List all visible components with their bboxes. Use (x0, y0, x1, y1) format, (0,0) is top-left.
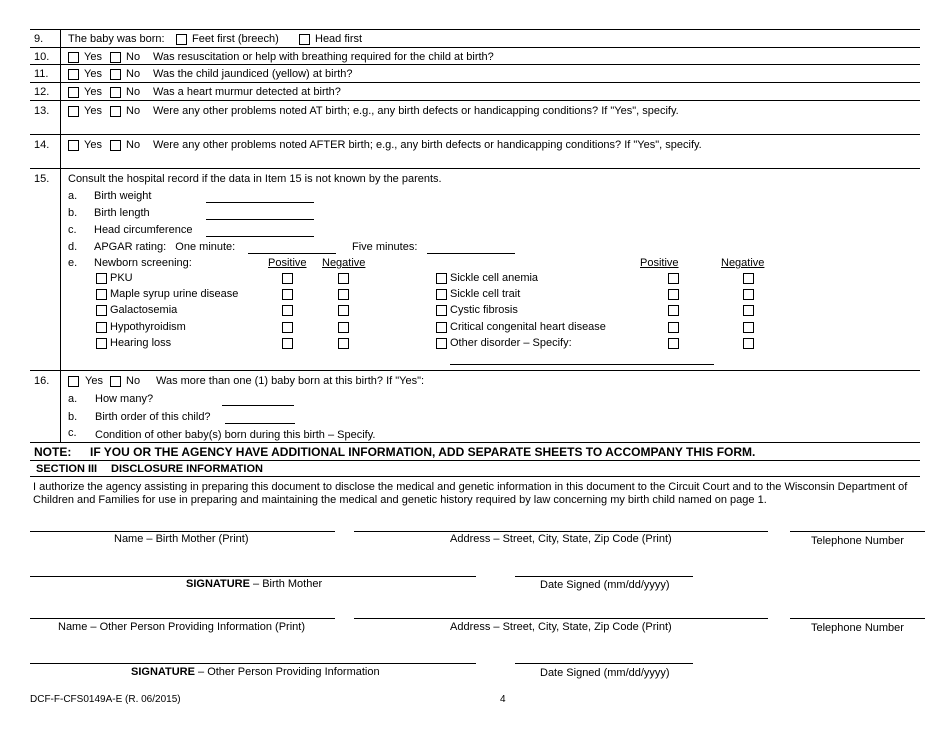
other-disorder-negative-box[interactable] (743, 338, 754, 349)
item-13-yes-label: Yes (84, 105, 102, 117)
item-12-no-checkbox[interactable] (110, 87, 121, 98)
section-iii-title: DISCLOSURE INFORMATION (111, 463, 263, 475)
cystic-fibrosis-negative-box[interactable] (743, 305, 754, 316)
item-11-question: Was the child jaundiced (yellow) at birth? (153, 68, 353, 80)
item-12-yes-checkbox[interactable] (68, 87, 79, 98)
item-10-yes-checkbox[interactable] (68, 52, 79, 63)
cystic-fibrosis-checkbox[interactable] (436, 305, 447, 316)
cchd-label: Critical congenital heart disease (450, 321, 606, 333)
item-11-yes-checkbox[interactable] (68, 69, 79, 80)
birth-order-label: Birth order of this child? (95, 411, 211, 423)
other-person-name-line[interactable] (30, 618, 335, 619)
item-14-no-label: No (126, 139, 141, 151)
negative-header-left: Negative (322, 257, 366, 269)
item-10-number: 10. (34, 51, 50, 63)
hearing-loss-positive-box[interactable] (282, 338, 293, 349)
pku-label: PKU (110, 272, 133, 284)
birth-order-field[interactable] (225, 423, 295, 424)
item-9-question: The baby was born: (68, 33, 165, 45)
signature-rest-2: – Other Person Providing Information (194, 666, 380, 678)
sickle-cell-anemia-positive-box[interactable] (668, 273, 679, 284)
birth-mother-signature-label (186, 578, 322, 590)
hypothyroidism-negative-box[interactable] (338, 322, 349, 333)
item-16-number: 16. (34, 375, 50, 387)
telephone-line-1[interactable] (790, 531, 925, 532)
other-disorder-positive-box[interactable] (668, 338, 679, 349)
item-14-yes-label: Yes (84, 139, 102, 151)
item-9-breech-checkbox[interactable] (176, 34, 187, 45)
hearing-loss-label: Hearing loss (110, 337, 172, 349)
pku-negative-box[interactable] (338, 273, 349, 284)
sickle-cell-trait-positive-box[interactable] (668, 289, 679, 300)
maple-syrup-label: Maple syrup urine disease (110, 288, 239, 300)
date-signed-line-1[interactable] (515, 576, 693, 577)
telephone-label-1: Telephone Number (811, 535, 904, 547)
item-15e-letter: e. (68, 257, 78, 269)
item-15-instruction: Consult the hospital record if the data in Item 15 is not known by the parents. (68, 173, 442, 185)
item-11-number: 11. (34, 68, 49, 80)
item-15-number: 15. (34, 173, 50, 185)
item-12-number: 12. (34, 86, 50, 98)
cchd-checkbox[interactable] (436, 322, 447, 333)
cystic-fibrosis-positive-box[interactable] (668, 305, 679, 316)
item-16-question: Was more than one (1) baby born at this birth? If "Yes": (156, 375, 425, 387)
birth-length-label: Birth length (94, 207, 150, 219)
hypothyroidism-label: Hypothyroidism (110, 321, 186, 333)
item-13-number: 13. (34, 105, 50, 117)
birth-weight-label: Birth weight (94, 190, 152, 202)
galactosemia-positive-box[interactable] (282, 305, 293, 316)
item-14-yes-checkbox[interactable] (68, 140, 79, 151)
apgar-five-minutes-field[interactable] (427, 253, 515, 254)
maple-syrup-positive-box[interactable] (282, 289, 293, 300)
pku-positive-box[interactable] (282, 273, 293, 284)
galactosemia-checkbox[interactable] (96, 305, 107, 316)
item-16-no-label: No (126, 375, 141, 387)
galactosemia-negative-box[interactable] (338, 305, 349, 316)
birth-weight-field[interactable] (206, 202, 314, 203)
item-16-yes-label: Yes (85, 375, 103, 387)
signature-bold-2: SIGNATURE (131, 666, 195, 678)
item-11-yes-label: Yes (84, 68, 102, 80)
maple-syrup-checkbox[interactable] (96, 289, 107, 300)
apgar-one-minute-field[interactable] (248, 253, 336, 254)
item-16c-letter: c. (68, 427, 77, 439)
item-16b-letter: b. (68, 411, 78, 423)
other-person-signature-label (131, 666, 380, 678)
page-number: 4 (500, 694, 506, 705)
date-signed-line-2[interactable] (515, 663, 693, 664)
positive-header-left: Positive (268, 257, 307, 269)
signature-bold-1: SIGNATURE (186, 578, 250, 590)
head-circumference-label: Head circumference (94, 224, 193, 236)
item-16a-letter: a. (68, 393, 78, 405)
maple-syrup-negative-box[interactable] (338, 289, 349, 300)
birth-mother-name-line[interactable] (30, 531, 335, 532)
item-12-question: Was a heart murmur detected at birth? (153, 86, 341, 98)
pku-checkbox[interactable] (96, 273, 107, 284)
sickle-cell-trait-checkbox[interactable] (436, 289, 447, 300)
item-13-question: Were any other problems noted AT birth; e.g., any birth defects or handicapping conditions? If "Yes", specify. (153, 105, 679, 117)
how-many-field[interactable] (222, 405, 294, 406)
hypothyroidism-checkbox[interactable] (96, 322, 107, 333)
negative-header-right: Negative (721, 257, 765, 269)
birth-mother-name-label: Name – Birth Mother (Print) (114, 533, 249, 545)
apgar-five-minutes-label: Five minutes: (352, 241, 418, 253)
other-person-signature-line[interactable] (30, 663, 476, 664)
sickle-cell-anemia-checkbox[interactable] (436, 273, 447, 284)
item-15d-letter: d. (68, 241, 78, 253)
hypothyroidism-positive-box[interactable] (282, 322, 293, 333)
cchd-positive-box[interactable] (668, 322, 679, 333)
cystic-fibrosis-label: Cystic fibrosis (450, 304, 518, 316)
address-label-2: Address – Street, City, State, Zip Code (Print) (450, 621, 672, 633)
telephone-label-2: Telephone Number (811, 622, 904, 634)
sickle-cell-trait-label: Sickle cell trait (450, 288, 521, 300)
sickle-cell-trait-negative-box[interactable] (743, 289, 754, 300)
positive-header-right: Positive (640, 257, 679, 269)
item-10-no-checkbox[interactable] (110, 52, 121, 63)
item-14-number: 14. (34, 139, 50, 151)
birth-length-field[interactable] (206, 219, 314, 220)
item-14-question: Were any other problems noted AFTER birth; e.g., any birth defects or handicapping conditions? If "Yes", specify. (153, 139, 702, 151)
item-9-number: 9. (34, 33, 44, 45)
other-disorder-specify-field[interactable] (450, 364, 714, 365)
item-10-no-label: No (126, 51, 141, 63)
item-16-yes-checkbox[interactable] (68, 376, 79, 387)
item-13-yes-checkbox[interactable] (68, 106, 79, 117)
hearing-loss-checkbox[interactable] (96, 338, 107, 349)
address-line-2[interactable] (354, 618, 768, 619)
item-16-no-checkbox[interactable] (110, 376, 121, 387)
newborn-screening-label: Newborn screening: (94, 257, 192, 269)
note-text: IF YOU OR THE AGENCY HAVE ADDITIONAL INFORMATION, ADD SEPARATE SHEETS TO ACCOMPANY THIS FORM. (90, 445, 756, 459)
item-9-head-first-checkbox[interactable] (299, 34, 310, 45)
address-line-1[interactable] (354, 531, 768, 532)
item-11-no-label: No (126, 68, 141, 80)
address-label-1: Address – Street, City, State, Zip Code (Print) (450, 533, 672, 545)
item-12-no-label: No (126, 86, 141, 98)
other-disorder-checkbox[interactable] (436, 338, 447, 349)
other-disorder-label: Other disorder – Specify: (450, 337, 572, 349)
item-11-no-checkbox[interactable] (110, 69, 121, 80)
item-13-no-label: No (126, 105, 141, 117)
cchd-negative-box[interactable] (743, 322, 754, 333)
head-circumference-field[interactable] (206, 236, 314, 237)
hearing-loss-negative-box[interactable] (338, 338, 349, 349)
sickle-cell-anemia-label: Sickle cell anemia (450, 272, 539, 284)
telephone-line-2[interactable] (790, 618, 925, 619)
galactosemia-label: Galactosemia (110, 304, 178, 316)
apgar-label: APGAR rating: One minute: (94, 241, 236, 253)
item-9-head-first-label: Head first (315, 33, 363, 45)
item-10-yes-label: Yes (84, 51, 102, 63)
condition-other-babies-label: Condition of other baby(s) born during this birth – Specify. (95, 429, 376, 441)
signature-rest-1: – Birth Mother (249, 578, 323, 590)
how-many-label: How many? (95, 393, 154, 405)
other-person-name-label: Name – Other Person Providing Information (Print) (58, 621, 305, 633)
item-10-question: Was resuscitation or help with breathing required for the child at birth? (153, 51, 494, 63)
item-9-breech-label: Feet first (breech) (192, 33, 279, 45)
sickle-cell-anemia-negative-box[interactable] (743, 273, 754, 284)
item-13-no-checkbox[interactable] (110, 106, 121, 117)
date-signed-label-2: Date Signed (mm/dd/yyyy) (540, 667, 670, 679)
item-14-no-checkbox[interactable] (110, 140, 121, 151)
form-id: DCF-F-CFS0149A-E (R. 06/2015) (30, 694, 181, 705)
item-12-yes-label: Yes (84, 86, 102, 98)
section-iii-label: SECTION III (36, 463, 98, 475)
item-15a-letter: a. (68, 190, 78, 202)
date-signed-label-1: Date Signed (mm/dd/yyyy) (540, 579, 670, 591)
item-15b-letter: b. (68, 207, 78, 219)
item-15c-letter: c. (68, 224, 77, 236)
disclosure-paragraph: I authorize the agency assisting in preparing this document to disclose the medical and genetic information in this document to the Circuit Court and to the Wisconsin Department of Children and Families for use in preparing and maintaining the medical and genetic history required by law concerning my birth child named on page 1. (33, 481, 908, 506)
birth-mother-signature-line[interactable] (30, 576, 476, 577)
note-label: NOTE: (34, 445, 72, 459)
